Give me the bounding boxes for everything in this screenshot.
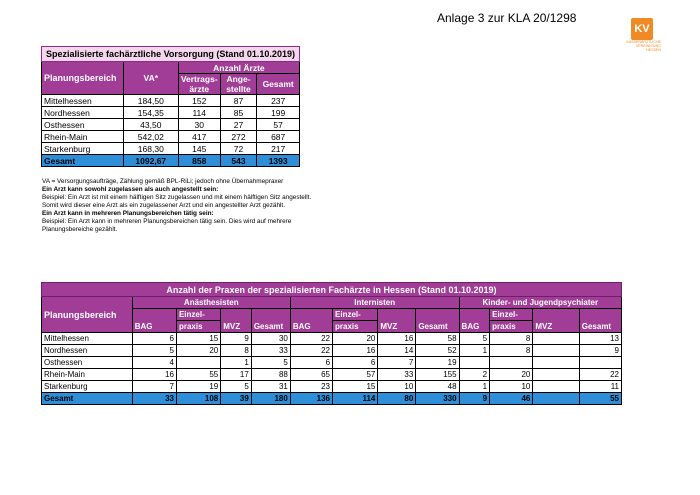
table2-cell-value: 23 [290,381,332,393]
table2-cell-value: 10 [378,381,416,393]
table2-col-region: Planungsbereich [42,297,133,333]
table2-group-kinder-jugendpsychiater: Kinder- und Jugendpsychiater [459,297,621,309]
table1-cell-region: Osthessen [42,119,124,131]
note-text-2: Beispiel: Ein Arzt kann in mehreren Planungsbereichen tätig sein. Dies wird auf mehrere Planungsbereiche gezählt. [42,218,292,233]
table2-sub-mvz: MVZ [378,309,416,333]
table2-cell-region: Nordhessen [42,345,133,357]
table1-cell-gesamt: 199 [257,107,300,119]
table1-cell-va: 184,50 [123,95,178,107]
table2-sub-gesamt: Gesamt [579,309,621,333]
table2-cell-value: 33 [378,369,416,381]
table2-cell-value: 20 [490,369,533,381]
table2-cell-value: 48 [416,381,459,393]
table2-cell-region: Rhein-Main [42,369,133,381]
table2-cell-region: Starkenburg [42,381,133,393]
table2-cell-value: 8 [490,345,533,357]
table2-cell-value [579,357,621,369]
table2-sub-gesamt: Gesamt [416,309,459,333]
table2-title: Anzahl der Praxen der spezialisierten Fachärzte in Hessen (Stand 01.10.2019) [42,283,622,297]
table2-cell-value [176,357,220,369]
table2-cell-value: 52 [416,345,459,357]
notes [42,178,312,234]
table2-cell-region: Mittelhessen [42,333,133,345]
table2-cell-value [533,357,579,369]
table2-cell-value: 31 [251,381,290,393]
table1-col-angestellt: Ange- stellte [220,74,257,95]
table2-cell-value: 16 [378,333,416,345]
note-text-1: Beispiel: Ein Arzt ist mit einem hälftigen Sitz zugelassen und mit einem hälftigen Sitz angestellt. Somit wird dieser eine Arzt als ein zugelassener Arzt und ein angestellter Arzt gezählt. [42,194,312,209]
table2-cell-value: 16 [333,345,378,357]
table1-cell-vertrag: 152 [178,95,220,107]
table2-cell-value: 6 [333,357,378,369]
table2-sub-einzelpraxis-2: praxis [176,321,220,333]
table2-cell-value: 15 [333,381,378,393]
table2-total-value: 80 [378,393,416,405]
table2-cell-value: 5 [132,345,176,357]
table2-total-value: 9 [459,393,490,405]
table1-cell-vertrag: 114 [178,107,220,119]
table2-cell-value: 17 [221,369,252,381]
table2-sub-bag: BAG [459,309,490,333]
table2-cell-value: 5 [459,333,490,345]
table2-total-value: 39 [221,393,252,405]
table1-col-va: VA* [123,62,178,95]
table1-col-group: Anzahl Ärzte [178,62,299,74]
table1-cell-region: Starkenburg [42,143,124,155]
table2-total-value: 136 [290,393,332,405]
table2-cell-value: 6 [290,357,332,369]
table1-cell-va: 154,35 [123,107,178,119]
table2-cell-value: 5 [221,381,252,393]
table2-cell-value [459,357,490,369]
table2-row [42,369,622,381]
note-heading-1: Ein Arzt kann sowohl zugelassen als auch angestellt sein: [42,186,219,193]
table1-cell-region: Nordhessen [42,107,124,119]
table2-cell-value: 7 [378,357,416,369]
table2-cell-value [533,381,579,393]
table1-cell-angestellt: 87 [220,95,257,107]
table1-cell-region: Mittelhessen [42,95,124,107]
table2-total-label: Gesamt [42,393,133,405]
table2-sub-bag: BAG [132,309,176,333]
note-heading-2: Ein Arzt kann in mehreren Planungsbereichen tätig sein: [42,210,214,217]
table2-cell-value: 58 [416,333,459,345]
table1-cell-gesamt: 687 [257,131,300,143]
table2-cell-value [490,357,533,369]
table2-sub-mvz: MVZ [221,309,252,333]
table2-cell-value: 16 [132,369,176,381]
table2-total-value: 55 [579,393,621,405]
table2-cell-value: 22 [579,369,621,381]
table2-cell-value: 14 [378,345,416,357]
table2-cell-value [533,333,579,345]
table2-total-value [533,393,579,405]
table1-cell-angestellt: 27 [220,119,257,131]
footnote: VA = Versorgungsaufträge, Zählung gemäß BPL-RiLi; jedoch ohne Übernahmepraxer [42,178,284,185]
table2-cell-value [533,369,579,381]
table2-cell-value: 6 [132,333,176,345]
table2-cell-value: 55 [176,369,220,381]
table1-col-region: Planungsbereich [42,62,124,95]
table2-total-value: 330 [416,393,459,405]
table2-cell-value: 33 [251,345,290,357]
table2-cell-value: 22 [290,345,332,357]
table1-cell-vertrag: 145 [178,143,220,155]
kv-logo-text: KASSENÄRZTLICHE VEREINIGUNG HESSEN [626,40,661,52]
table2-cell-value: 88 [251,369,290,381]
table2-cell-value: 155 [416,369,459,381]
table2-cell-value: 1 [459,345,490,357]
table2-sub-bag: BAG [290,309,332,333]
table1-cell-gesamt: 217 [257,143,300,155]
table2-cell-value: 9 [579,345,621,357]
table-praxen [41,282,622,405]
table-aerzte [41,46,300,167]
table2-row [42,345,622,357]
table1-cell-va: 542,02 [123,131,178,143]
table1-total-row: Gesamt 1092,67 858 543 1393 [42,155,300,167]
table1-cell-va: 168,30 [123,143,178,155]
table2-total-value: 180 [251,393,290,405]
kv-logo-mark: KV [631,18,653,40]
table2-group-anaesthesisten: Anästhesisten [132,297,290,309]
table2-cell-value: 10 [490,381,533,393]
table2-sub-einzelpraxis-1: Einzel- [333,309,378,321]
table2-cell-value: 19 [416,357,459,369]
table2-cell-value: 57 [333,369,378,381]
table2-cell-value: 4 [132,357,176,369]
table1-cell-angestellt: 85 [220,107,257,119]
table2-cell-value: 7 [132,381,176,393]
table2-sub-mvz: MVZ [533,309,579,333]
table1-cell-vertrag: 417 [178,131,220,143]
table2-total-value: 46 [490,393,533,405]
table1-title: Spezialisierte fachärztliche Vorsorgung (Stand 01.10.2019) [42,47,300,62]
table1-row [42,95,300,107]
table2-cell-value: 9 [221,333,252,345]
table2-cell-value: 2 [459,369,490,381]
table1-row [42,131,300,143]
table2-row [42,333,622,345]
table2-cell-value: 19 [176,381,220,393]
table2-row [42,357,622,369]
table2-cell-value: 65 [290,369,332,381]
table2-sub-einzelpraxis-2: praxis [490,321,533,333]
table2-cell-value: 13 [579,333,621,345]
table1-col-vertrag: Vertrags- ärzte [178,74,220,95]
table1-cell-angestellt: 72 [220,143,257,155]
table2-cell-value: 11 [579,381,621,393]
kv-hessen-logo [601,14,663,52]
document-reference: Anlage 3 zur KLA 20/1298 [437,11,577,25]
table2-sub-einzelpraxis-2: praxis [333,321,378,333]
table1-cell-gesamt: 237 [257,95,300,107]
table1-row [42,107,300,119]
table2-cell-value: 8 [221,345,252,357]
table1-cell-gesamt: 57 [257,119,300,131]
table1-row [42,119,300,131]
table1-cell-vertrag: 30 [178,119,220,131]
table2-cell-value: 20 [176,345,220,357]
table2-cell-value: 5 [251,357,290,369]
table2-sub-einzelpraxis-1: Einzel- [490,309,533,321]
table2-total-value: 108 [176,393,220,405]
table2-cell-value: 15 [176,333,220,345]
table1-row [42,143,300,155]
table2-row [42,381,622,393]
table2-cell-value: 8 [490,333,533,345]
table2-total-value: 33 [132,393,176,405]
table2-cell-value: 22 [290,333,332,345]
table2-cell-value: 1 [221,357,252,369]
table2-group-internisten: Internisten [290,297,459,309]
table2-cell-value: 20 [333,333,378,345]
table2-cell-region: Osthessen [42,357,133,369]
table1-cell-angestellt: 272 [220,131,257,143]
table2-cell-value: 30 [251,333,290,345]
table2-sub-gesamt: Gesamt [251,309,290,333]
table2-total-row [42,393,622,405]
table1-cell-region: Rhein-Main [42,131,124,143]
table2-total-value: 114 [333,393,378,405]
table1-cell-va: 43,50 [123,119,178,131]
table1-col-gesamt: Gesamt [257,74,300,95]
table2-cell-value: 1 [459,381,490,393]
table2-cell-value [533,345,579,357]
table2-sub-einzelpraxis-1: Einzel- [176,309,220,321]
